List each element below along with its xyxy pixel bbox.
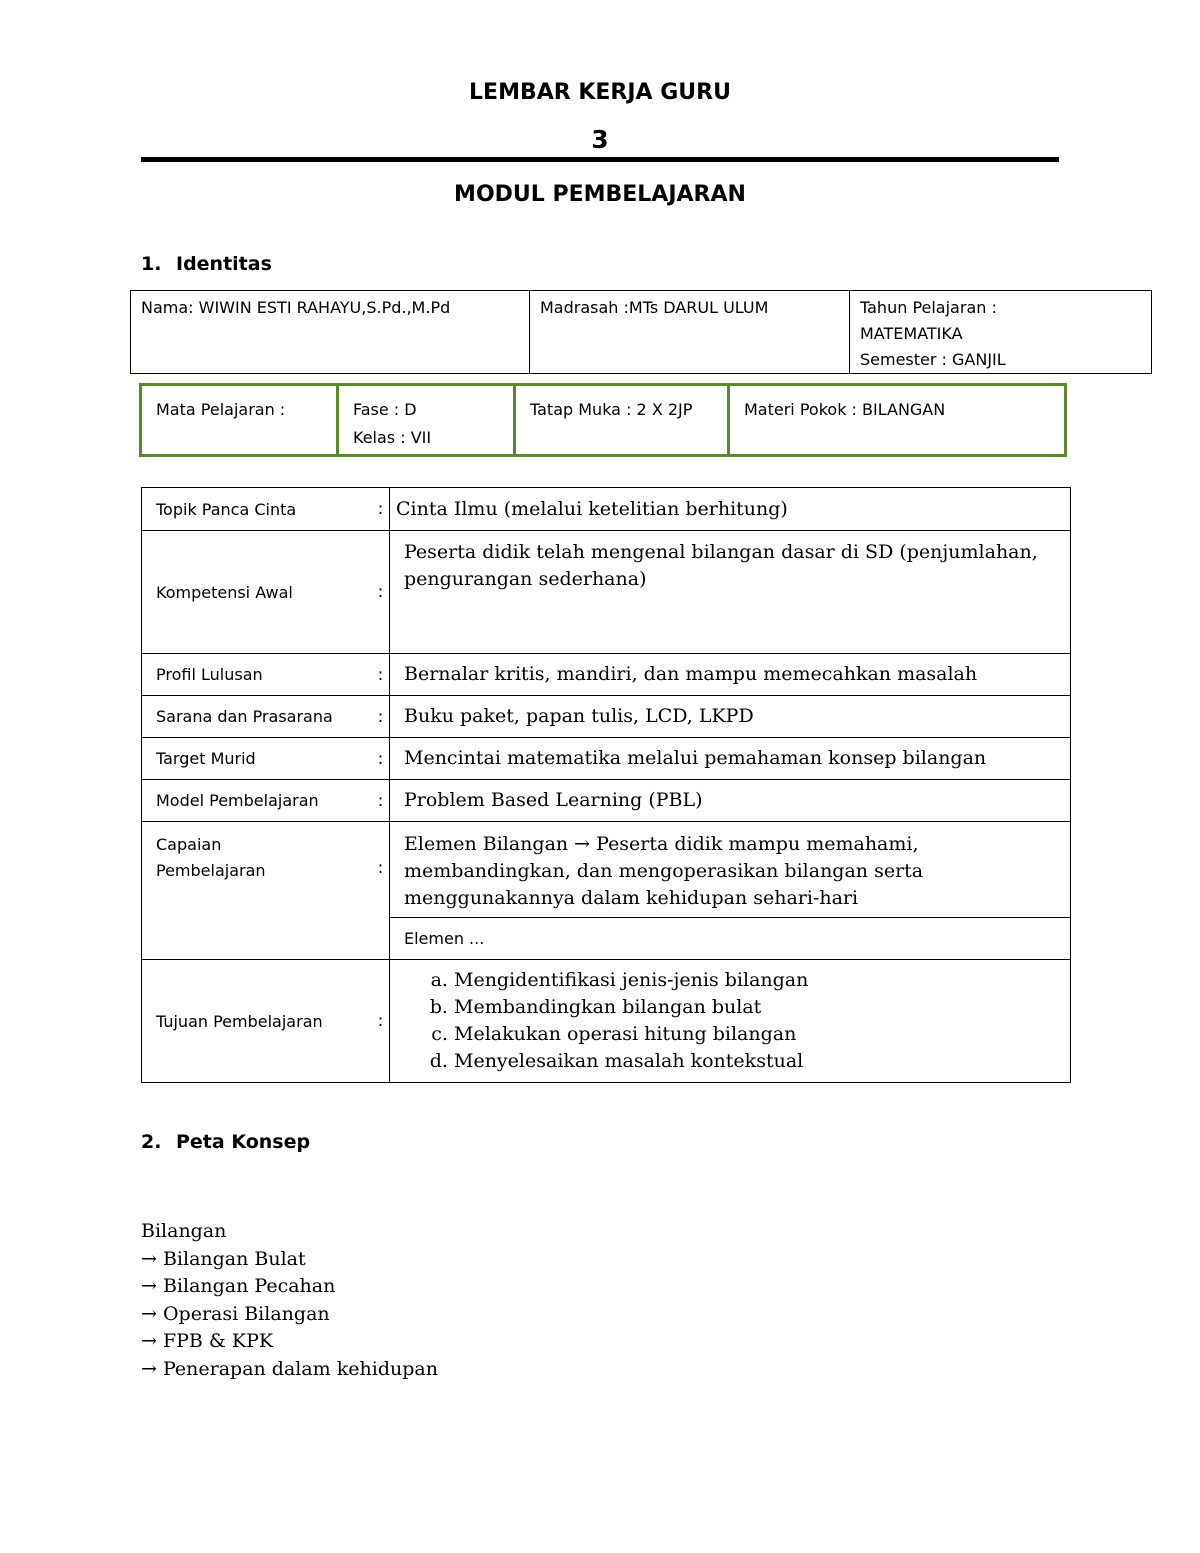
tujuan-value (390, 960, 1071, 1083)
concept-item: → FPB & KPK (141, 1330, 274, 1352)
table-row (142, 654, 1071, 696)
tahun-cell (850, 291, 1152, 374)
kompetensi-value: Peserta didik telah mengenal bilangan dasar di SD (penjumlahan, pengurangan sederhana) (390, 531, 1071, 654)
semester-text: Semester : GANJIL (860, 350, 1006, 369)
tatap-muka-cell (515, 385, 729, 456)
concept-map (141, 1218, 438, 1383)
capaian-label-line2: Pembelajaran (156, 861, 266, 880)
profil-label: Profil Lulusan (142, 654, 373, 696)
colon: : (372, 822, 390, 960)
fase-cell (338, 385, 515, 456)
sarana-label: Sarana dan Prasarana (142, 696, 373, 738)
concept-item: → Operasi Bilangan (141, 1302, 330, 1325)
topik-label: Topik Panca Cinta (142, 488, 373, 531)
document-title: LEMBAR KERJA GURU (469, 80, 731, 105)
document-number: 3 (591, 125, 609, 154)
concept-item: → Bilangan Bulat (141, 1247, 306, 1270)
section-peta-konsep-heading (141, 1131, 310, 1153)
model-value: Problem Based Learning (PBL) (390, 780, 1071, 822)
concept-item: → Bilangan Pecahan (141, 1275, 336, 1297)
table-row (142, 531, 1071, 654)
section-number: 2. (141, 1131, 162, 1153)
colon: : (372, 531, 390, 654)
target-label: Target Murid (142, 738, 373, 780)
tujuan-label: Tujuan Pembelajaran (142, 960, 373, 1083)
tujuan-list (404, 967, 1056, 1075)
sarana-value: Buku paket, papan tulis, LCD, LKPD (390, 696, 1071, 738)
elemen-value: Elemen ... (390, 918, 1071, 960)
list-item: a. Mengidentifikasi jenis-jenis bilangan (454, 967, 1056, 994)
table-row (142, 780, 1071, 822)
kelas-text: Kelas : VII (353, 428, 432, 447)
kompetensi-label: Kompetensi Awal (142, 531, 373, 654)
mapel-text: MATEMATIKA (860, 324, 963, 343)
capaian-label (142, 822, 373, 960)
title-divider (141, 157, 1059, 162)
section-title: Identitas (176, 253, 272, 275)
colon: : (372, 654, 390, 696)
section-number: 1. (141, 253, 162, 275)
course-table (139, 383, 1067, 457)
topik-value: Cinta Ilmu (melalui ketelitian berhitung) (390, 488, 1071, 531)
madrasah-text: Madrasah :MTs DARUL ULUM (540, 298, 769, 317)
list-item: d. Menyelesaikan masalah kontekstual (454, 1048, 1056, 1075)
target-value: Mencintai matematika melalui pemahaman konsep bilangan (390, 738, 1071, 780)
table-row (142, 960, 1071, 1083)
section-title: Peta Konsep (176, 1131, 311, 1153)
details-table (141, 487, 1071, 1083)
tatap-muka-text: Tatap Muka : 2 X 2JP (530, 400, 693, 419)
section-identitas-heading (141, 253, 272, 275)
capaian-value: Elemen Bilangan → Peserta didik mampu memahami, membandingkan, dan mengoperasikan bilangan serta menggunakannya dalam kehidupan sehari-hari (390, 822, 1071, 918)
nama-text: Nama: WIWIN ESTI RAHAYU,S.Pd.,M.Pd (141, 298, 451, 317)
concept-root: Bilangan (141, 1220, 227, 1242)
profil-value: Bernalar kritis, mandiri, dan mampu memecahkan masalah (390, 654, 1071, 696)
mapel-label: Mata Pelajaran : (156, 400, 286, 419)
nama-cell (131, 291, 530, 374)
concept-item: → Penerapan dalam kehidupan (141, 1357, 438, 1380)
colon: : (372, 488, 390, 531)
model-label: Model Pembelajaran (142, 780, 373, 822)
materi-cell (729, 385, 1066, 456)
module-title: MODUL PEMBELAJARAN (454, 182, 746, 207)
colon: : (372, 696, 390, 738)
colon: : (372, 738, 390, 780)
identity-table (130, 290, 1152, 374)
colon: : (372, 780, 390, 822)
tahun-pelajaran-text: Tahun Pelajaran : (860, 298, 997, 317)
table-row (142, 738, 1071, 780)
table-row (142, 488, 1071, 531)
table-row (142, 696, 1071, 738)
fase-text: Fase : D (353, 400, 417, 419)
list-item: c. Melakukan operasi hitung bilangan (454, 1021, 1056, 1048)
materi-text: Materi Pokok : BILANGAN (744, 400, 946, 419)
mapel-cell (141, 385, 338, 456)
capaian-label-line1: Capaian (156, 835, 222, 854)
colon: : (372, 960, 390, 1083)
list-item: b. Membandingkan bilangan bulat (454, 994, 1056, 1021)
madrasah-cell (530, 291, 850, 374)
table-row (142, 822, 1071, 918)
